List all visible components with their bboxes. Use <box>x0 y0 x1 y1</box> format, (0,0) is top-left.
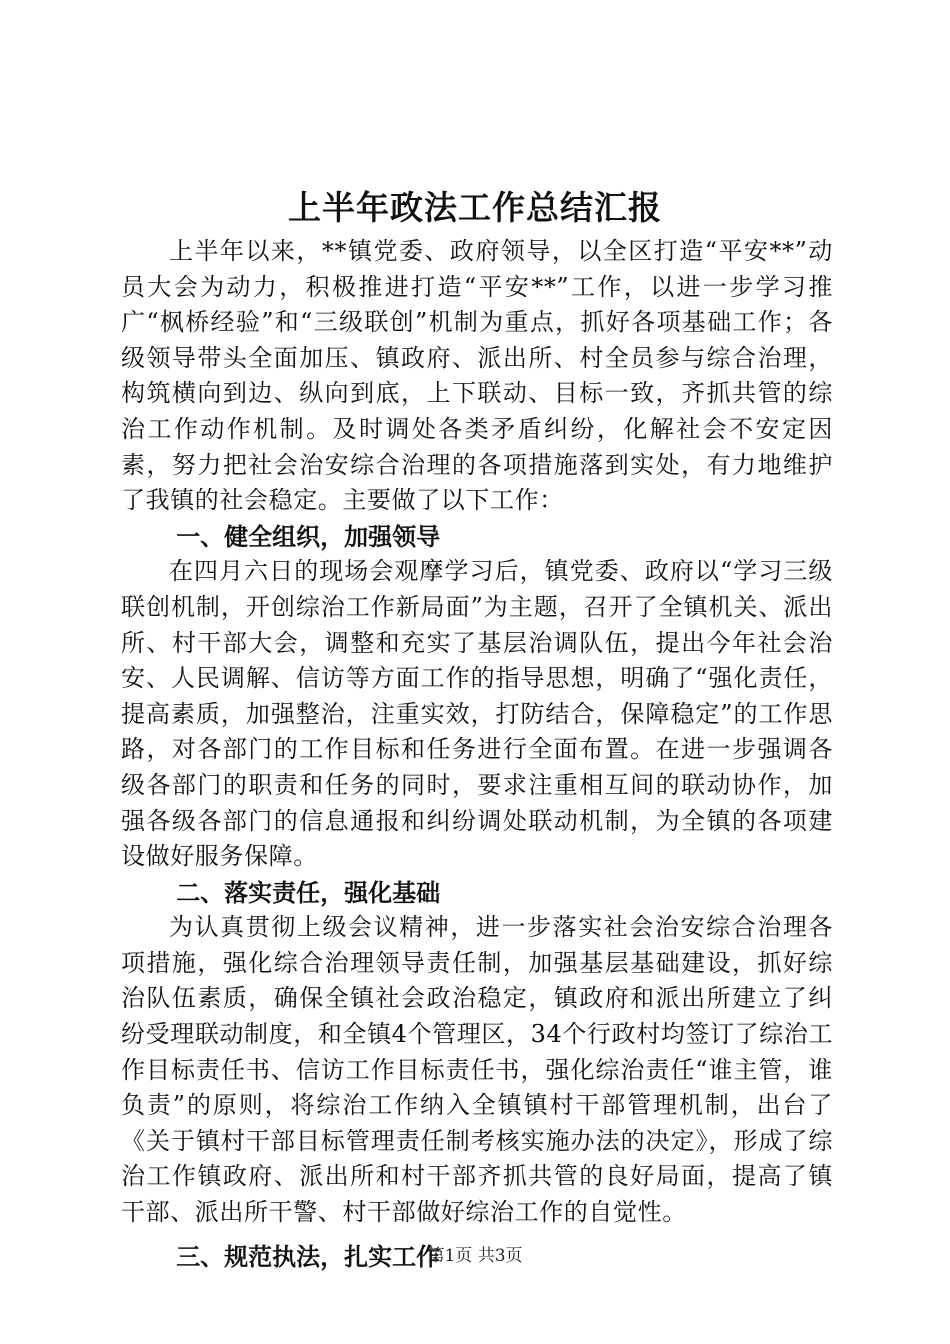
section-heading-2: 二、落实责任，强化基础 <box>176 877 441 907</box>
document-title: 上半年政法工作总结汇报 <box>288 188 662 227</box>
intro-paragraph: 上半年以来，**镇党委、政府领导，以全区打造“平安**”动员大会为动力，积极推进打造“平安**”工作，以进一步学习推广“枫桥经验”和“三级联创”机制为重点，抓好各项基础工作；各级领导带头全面加压、镇政府、派出所、村全员参与综合治理，构筑横向到边、纵向到底，上下联动、目标一致，齐抓共管的综治工作动作机制。及时调处各类矛盾纠纷，化解社会不安定因素，努力把社会治安综合治理的各项措施落到实处，有力地维护了我镇的社会稳定。主要做了以下工作： <box>121 237 833 515</box>
page-footer: 第1页 共3页 <box>427 1246 523 1266</box>
section-paragraph-2: 为认真贯彻上级会议精神，进一步落实社会治安综合治理各项措施，强化综合治理领导责任制，加强基层基础建设，抓好综治队伍素质，确保全镇社会政治稳定，镇政府和派出所建立了纠纷受理联动制度，和全镇4个管理区，34个行政村均签订了综治工作目标责任书、信访工作目标责任书，强化综治责任“谁主管，谁负责”的原则，将综治工作纳入全镇镇村干部管理机制，出台了《关于镇村干部目标管理责任制考核实施办法的决定》，形成了综治工作镇政府、派出所和村干部齐抓共管的良好局面，提高了镇干部、派出所干警、村干部做好综治工作的自觉性。 <box>121 913 833 1227</box>
section-paragraph-1: 在四月六日的现场会观摩学习后，镇党委、政府以“学习三级联创机制，开创综治工作新局面”为主题，召开了全镇机关、派出所、村干部大会，调整和充实了基层治调队伍，提出今年社会治安、人民调解、信访等方面工作的指导思想，明确了“强化责任，提高素质，加强整治，注重实效，打防结合，保障稳定”的工作思路，对各部门的工作目标和任务进行全面布置。在进一步强调各级各部门的职责和任务的同时，要求注重相互间的联动协作，加强各级各部门的信息通报和纠纷调处联动机制，为全镇的各项建设做好服务保障。 <box>121 557 833 871</box>
section-heading-3: 三、规范执法，扎实工作 <box>176 1241 441 1271</box>
document-body <box>121 234 833 1274</box>
section-heading-1: 一、健全组织，加强领导 <box>176 521 441 551</box>
